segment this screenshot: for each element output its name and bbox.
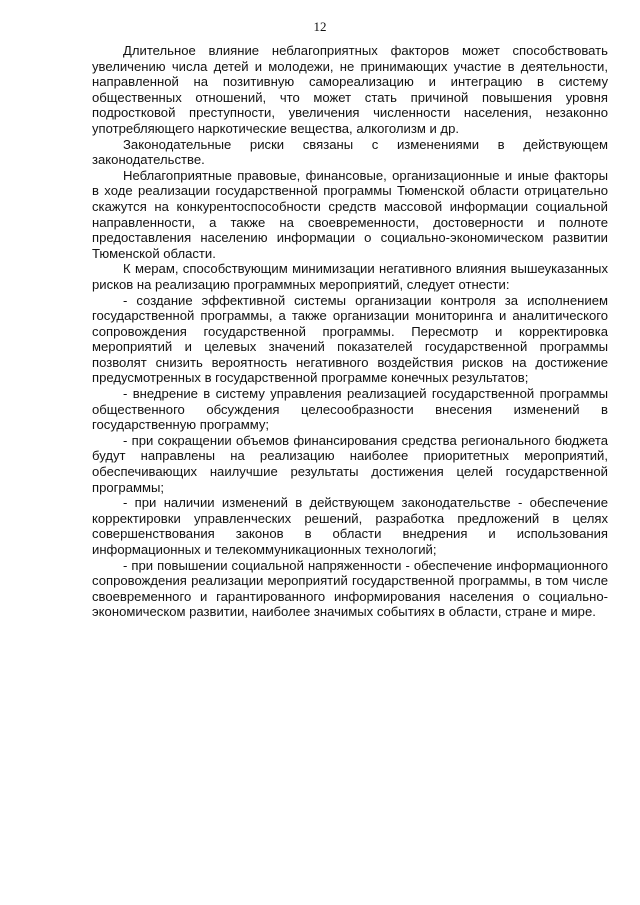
list-item-control-system: - создание эффективной системы организации контроля за исполнением государственной программы, а также организации мониторинга и аналитического сопровождения государственной программы. Пересмотр и корректировка мероприятий и целевых значений показателей государственной программы позволят снизить вероятность негативного воздействия рисков на достижение предусмотренных в государственной программе конечных результатов; — [92, 292, 608, 386]
paragraph-unfavorable-factors: Длительное влияние неблагоприятных факторов может способствовать увеличению числа детей и молодежи, не принимающих участие в деятельности, направленной на позитивную самореализацию и интеграцию в систему общественных отношений, что может стать причиной повышения уровня подростковой преступности, увеличения численности населения, незаконно употребляющего наркотические вещества, алкоголизм и др. — [92, 43, 608, 136]
document-body — [92, 43, 608, 620]
page-number: 12 — [313, 19, 327, 34]
list-item-public-discussion: - внедрение в систему управления реализацией государственной программы общественного обсуждения целесообразности внесения изменений в государственную программу; — [92, 386, 608, 433]
paragraph-negative-factors: Неблагоприятные правовые, финансовые, организационные и иные факторы в ходе реализации государственной программы Тюменской области отрицательно скажутся на конкурентоспособности средств массовой информации социальной направленности, а также на своевременности, достоверности и полноте предоставления населению информации о социально-экономическом развитии Тюменской области. — [92, 167, 608, 261]
list-item-legislation-changes: - при наличии изменений в действующем законодательстве - обеспечение корректировки управленческих решений, разработка предложений в целях совершенствования законов в области внедрения и использования информационных и телекоммуникационных технологий; — [92, 495, 608, 557]
list-item-social-tension: - при повышении социальной напряженности - обеспечение информационного сопровождения реализации мероприятий государственной программы, в том числе своевременного и гарантированного информирования населения о социально-экономическом развитии, наиболее значимых событиях в области, стране и мире. — [92, 557, 608, 620]
paragraph-legislative-risks: Законодательные риски связаны с изменениями в действующем законодательстве. — [92, 136, 608, 168]
list-item-funding-reduction: - при сокращении объемов финансирования средства регионального бюджета будут направлены на реализацию наиболее приоритетных мероприятий, обеспечивающих наилучшие результаты достижения целей государственной программы; — [92, 432, 608, 495]
paragraph-mitigation-measures: К мерам, способствующим минимизации негативного влияния вышеуказанных рисков на реализацию программных мероприятий, следует отнести: — [92, 261, 608, 292]
